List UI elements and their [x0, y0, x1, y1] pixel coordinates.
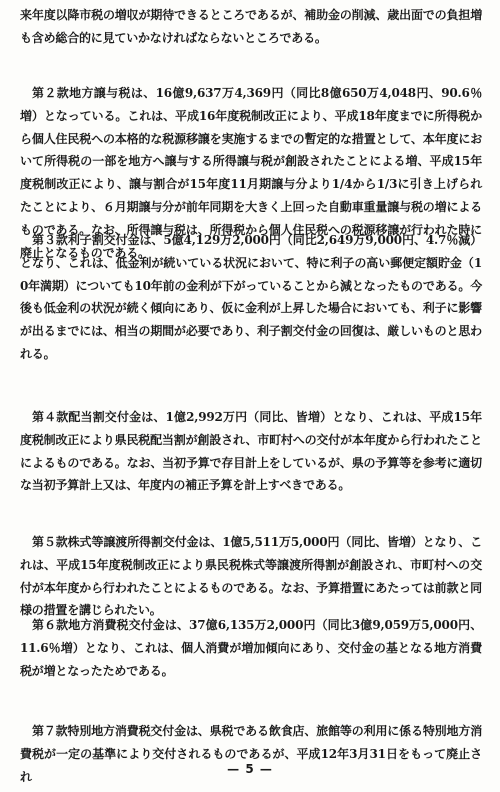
page-number: — 5 — — [227, 762, 273, 776]
paragraph-dividend-grant: 第４款配当割交付金は、1億2,992万円（同比、皆増）となり、これは、平成15年度税制改正により県民税配当割が創設され、市町村への交付が本年度から行われたことによるものである。なお、当初予算で存目計上をしているが、県の予算等を参考に適切な当初予算計上又は、年度内の補正予算を計上すべきである。 — [20, 410, 482, 493]
paragraph-stock-transfer-grant: 第５款株式等譲渡所得割交付金は、1億5,511万5,000円（同比、皆増）となり、これは、平成15年度税制改正により県民税株式等譲渡所得割が創設され、市町村への交付が本年度から行われたことによるものである。なお、予算措置にあたっては前款と同様の措置を講じられたい。 — [20, 535, 482, 618]
paragraph-continuation: 来年度以降市税の増収が期待できるところであるが、補助金の削減、歳出面での負担増も含め総合的に見ていかなければならないところである。 — [20, 8, 482, 45]
paragraph-special-local-consumption-tax-grant: 第７款特別地方消費税交付金は、県税である飲食店、旅館等の利用に係る特別地方消費税が一定の基準により交付されるものであるが、平成12年3月31日をもって廃止され — [20, 724, 482, 784]
paragraph-local-transfer-tax: 第２款地方譲与税は、16億9,637万4,369円（同比8億650万4,048円、90.6％増）となっている。これは、平成16年度税制改正により、平成18年度までに所得税から個人住民税への本格的な税源移譲を実施するまでの暫定的な措置として、本年度において所得税の一部を地方へ譲与する所得譲与税が創設されたことによる増、平成15年度税制改正により、譲与割合が15年度11月期譲与分より1/4から1/3に引き上げられたことにより、６月期譲与分が前年同期を大きく上回った自動車重量譲与税の増によるものである。なお、所得譲与税は、所得税から個人住民税への税源移譲が行われた時に廃止となるものである。 — [20, 86, 482, 260]
paragraph-local-consumption-tax-grant: 第６款地方消費税交付金は、37億6,135万2,000円（同比3億9,059万5,000円、11.6％増）となり、これは、個人消費が増加傾向にあり、交付金の基となる地方消費税が増となったためである。 — [20, 618, 482, 678]
paragraph-interest-grant: 第３款利子割交付金は、5億4,129万2,000円（同比2,649万9,000円、4.7％減）となり、これは、低金利が続いている状況において、特に利子の高い郵便定額貯金（10年満期）についても10年前の金利が下がっていることから減となったものである。今後も低金利の状況が続く傾向にあり、仮に金利が上昇した場合においても、利子に影響が出るまでには、相当の期間が必要であり、利子割交付金の回復は、厳しいものと思われる。 — [20, 233, 482, 361]
